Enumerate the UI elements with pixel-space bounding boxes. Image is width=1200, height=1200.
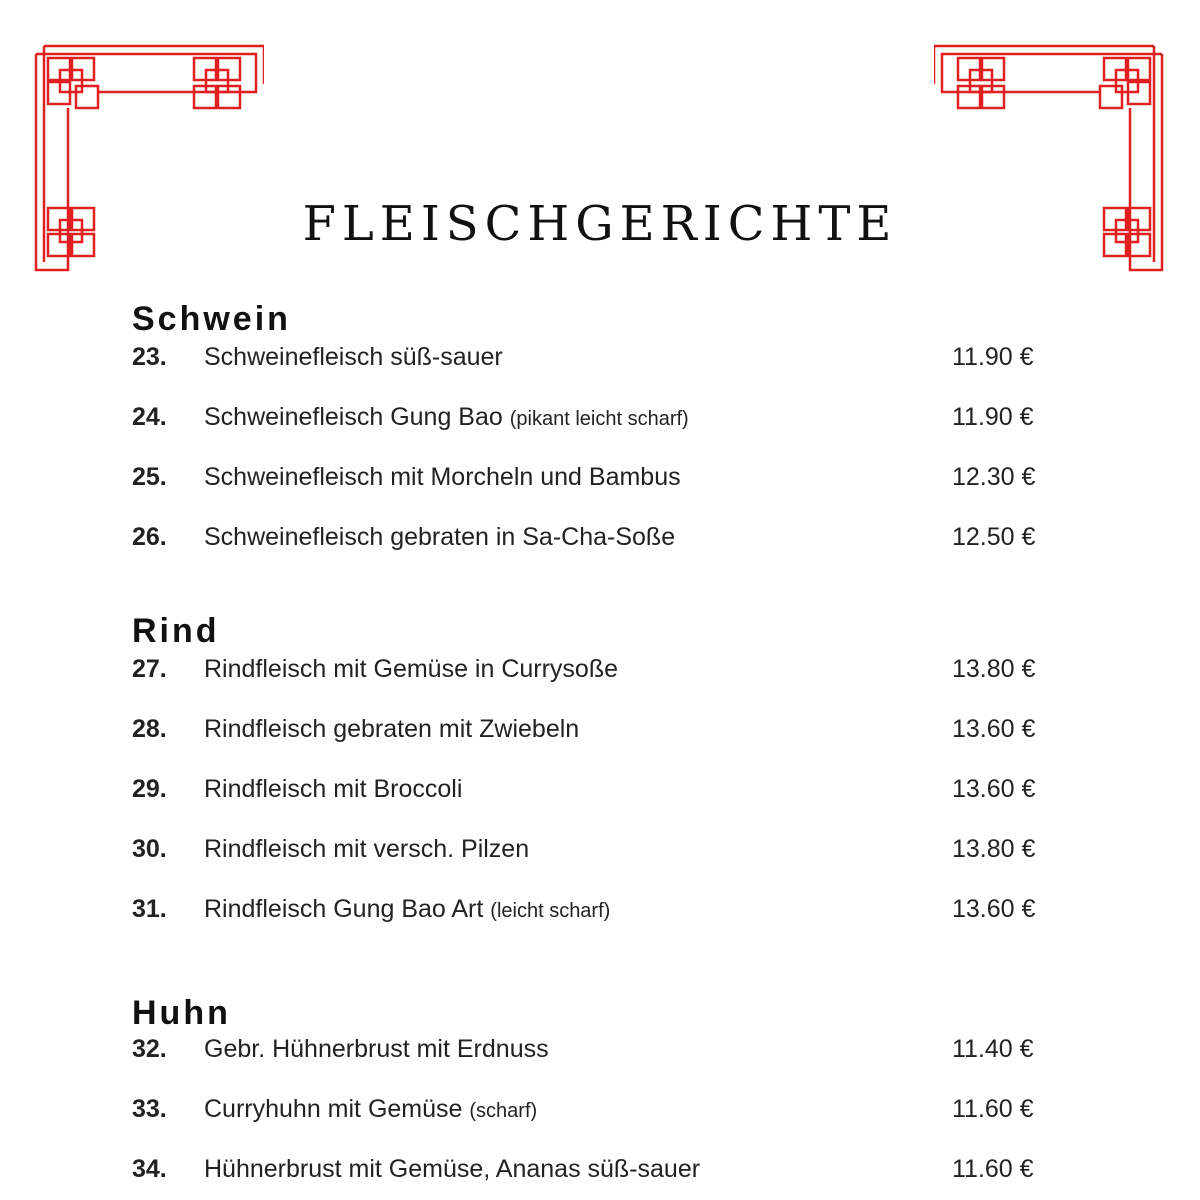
item-price: 12.30 € <box>952 463 1036 491</box>
item-note: (scharf) <box>469 1100 538 1122</box>
item-price: 11.60 € <box>952 1155 1034 1183</box>
menu-item <box>0 894 1200 934</box>
item-name <box>204 714 579 744</box>
item-price: 11.90 € <box>952 403 1034 431</box>
item-name <box>204 774 462 804</box>
item-name-text: Schweinefleisch Gung Bao <box>204 403 503 431</box>
item-name-text: Schweinefleisch mit Morcheln und Bambus <box>204 463 681 491</box>
item-name-text: Schweinefleisch süß-sauer <box>204 343 503 371</box>
menu-item <box>0 342 1200 382</box>
menu-item <box>0 1094 1200 1134</box>
item-number: 30. <box>132 835 167 863</box>
item-number: 34. <box>132 1155 167 1183</box>
item-name-text: Gebr. Hühnerbrust mit Erdnuss <box>204 1035 549 1063</box>
menu-item <box>0 462 1200 502</box>
item-name-text: Hühnerbrust mit Gemüse, Ananas süß-sauer <box>204 1155 701 1183</box>
item-name <box>204 894 610 924</box>
item-price: 11.40 € <box>952 1035 1034 1063</box>
section-title: Schwein <box>132 300 291 338</box>
menu-item <box>0 714 1200 754</box>
menu-item <box>0 1034 1200 1074</box>
item-price: 12.50 € <box>952 523 1036 551</box>
item-price: 13.60 € <box>952 715 1036 743</box>
item-name <box>204 342 503 372</box>
item-number: 31. <box>132 895 167 923</box>
item-name-text: Curryhuhn mit Gemüse <box>204 1095 463 1123</box>
item-number: 23. <box>132 343 167 371</box>
item-number: 26. <box>132 523 167 551</box>
item-note: (leicht scharf) <box>490 900 611 922</box>
item-name <box>204 402 689 432</box>
section-title: Huhn <box>132 994 231 1032</box>
item-number: 28. <box>132 715 167 743</box>
item-number: 24. <box>132 403 167 431</box>
item-number: 32. <box>132 1035 167 1063</box>
menu-title: FLEISCHGERICHTE <box>302 196 898 252</box>
item-price: 11.60 € <box>952 1095 1034 1123</box>
menu-item <box>0 1154 1200 1194</box>
item-name-text: Rindfleisch gebraten mit Zwiebeln <box>204 715 580 743</box>
item-name <box>204 834 529 864</box>
item-name <box>204 1094 537 1124</box>
menu-item <box>0 402 1200 442</box>
item-note: (pikant leicht scharf) <box>509 408 689 430</box>
menu-item <box>0 774 1200 814</box>
item-price: 13.80 € <box>952 655 1036 683</box>
item-name <box>204 654 618 684</box>
item-name-text: Schweinefleisch gebraten in Sa-Cha-Soße <box>204 523 676 551</box>
item-price: 13.60 € <box>952 775 1036 803</box>
item-name-text: Rindfleisch mit versch. Pilzen <box>204 835 530 863</box>
menu-item <box>0 522 1200 562</box>
item-price: 13.60 € <box>952 895 1036 923</box>
item-name <box>204 462 681 492</box>
section-title: Rind <box>132 612 220 650</box>
item-name <box>204 1154 700 1184</box>
item-number: 25. <box>132 463 167 491</box>
menu-item <box>0 654 1200 694</box>
menu-item <box>0 834 1200 874</box>
item-price: 13.80 € <box>952 835 1036 863</box>
item-number: 33. <box>132 1095 167 1123</box>
item-number: 27. <box>132 655 167 683</box>
item-name-text: Rindfleisch mit Gemüse in Currysoße <box>204 655 619 683</box>
item-name-text: Rindfleisch mit Broccoli <box>204 775 463 803</box>
item-price: 11.90 € <box>952 343 1034 371</box>
item-number: 29. <box>132 775 167 803</box>
item-name <box>204 522 675 552</box>
item-name-text: Rindfleisch Gung Bao Art <box>204 895 484 923</box>
item-name <box>204 1034 549 1064</box>
